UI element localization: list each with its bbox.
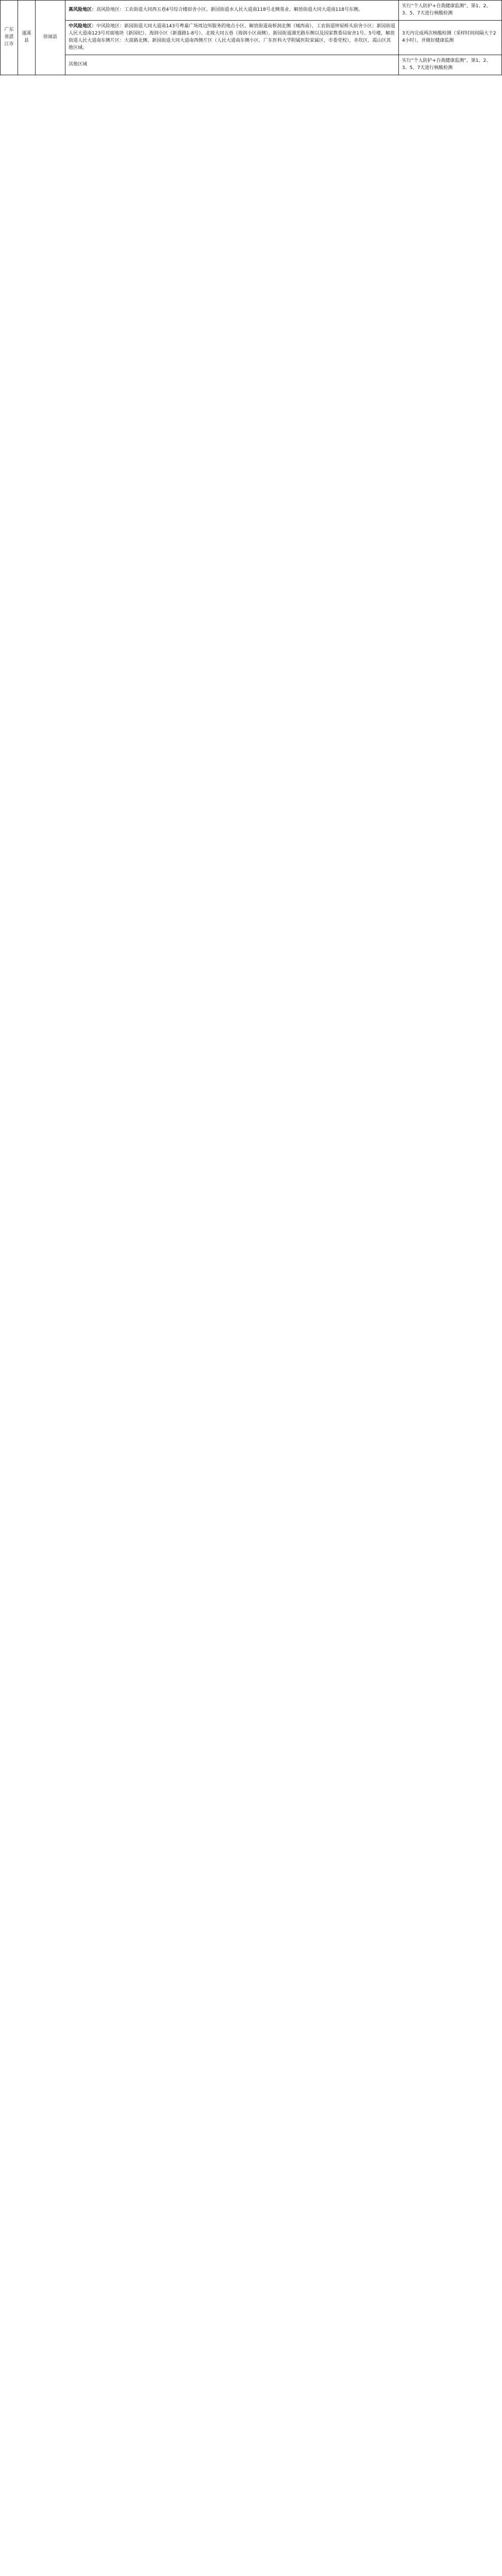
risk-area-table [0,0,502,75]
measure-cell: 3天内完成两次核酸检测（采样时间间隔大于24小时），并做好健康监测 [399,20,502,55]
table-row [1,1,502,21]
area-cell: 其他区域 [65,55,399,75]
area-cell: 高风险地区：高风险地区：工农街道大同西五巷4号综合楼宿舍小区、新园街道水人民大道南118号北侧基业、解放街道大同大道南118号东侧。 [65,1,399,21]
district-cell: 徐闻县 [36,1,65,75]
table-row [1,55,502,75]
table-row [1,20,502,55]
city-cell: 遂溪县 [18,1,36,75]
area-cell: 中风险地区：中风险地区：新园街道大同大道南143号粤嘉广场周边所服务的地点小区、解放街道南桥洞北侧（城西南）、工农街道钟屋桥头宿舍小区；新园街道人民大道南123号对面地块（新国纪）、海润小区（新盛路1-8号）、北坡大同五巷（海润小区南侧）、新园街道湖光路东侧以及国家教委局宿舍1号、5号楼，解放街道人民大道南东侧片区：大富路北侧、新园街道大同大道南西侧片区（人民大道南东侧小区、广东医科大学附属医院家属区、市委党校），赤坎区、霞山区其他区域。 [65,20,399,55]
province-cell: 广东省湛江市 [1,1,18,75]
measure-cell: 实行“个人防护+自我健康监测”，第1、2、3、5、7天进行核酸检测 [399,1,502,21]
measure-cell: 实行“个人防护+自我健康监测”，第1、2、3、5、7天进行核酸检测 [399,55,502,75]
